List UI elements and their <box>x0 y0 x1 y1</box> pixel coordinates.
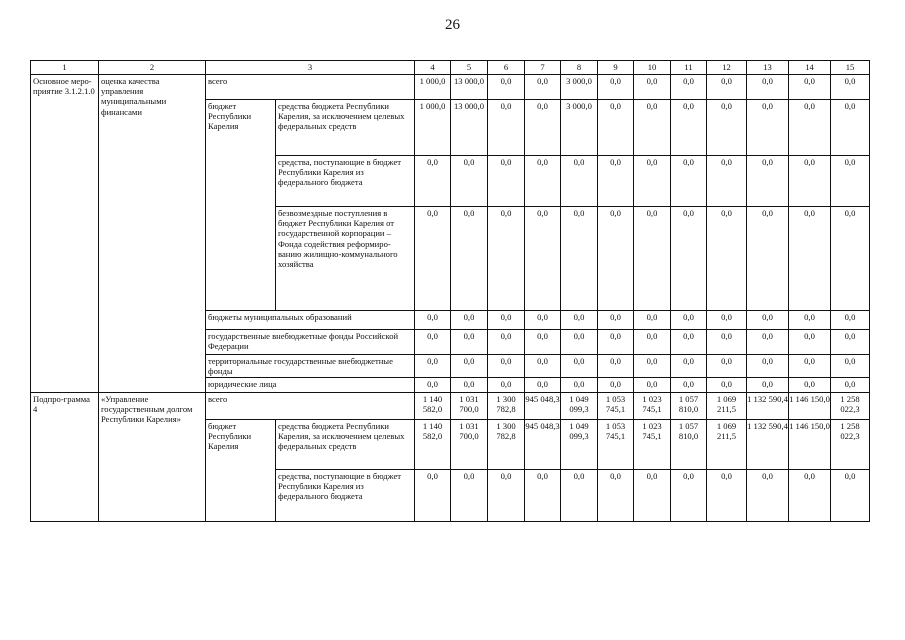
column-header: 2 <box>99 61 206 75</box>
value-cell: 1 057 810,0 <box>671 420 707 470</box>
value-cell: 1 023 745,1 <box>634 420 671 470</box>
source-group-cell: бюджет Республики Карелия <box>206 100 276 311</box>
value-cell: 0,0 <box>415 355 451 378</box>
value-cell: 1 146 150,0 <box>789 393 831 420</box>
value-cell: 3 000,0 <box>561 100 598 156</box>
value-cell: 0,0 <box>707 330 747 355</box>
value-cell: 0,0 <box>831 311 870 330</box>
value-cell: 0,0 <box>561 378 598 393</box>
value-cell: 0,0 <box>598 311 634 330</box>
value-cell: 0,0 <box>747 378 789 393</box>
value-cell: 0,0 <box>671 378 707 393</box>
program-name-cell: Подпро-грамма 4 <box>31 393 99 522</box>
value-cell: 3 000,0 <box>561 75 598 100</box>
value-cell: 0,0 <box>598 207 634 311</box>
value-cell: 1 031 700,0 <box>451 393 488 420</box>
value-cell: 0,0 <box>598 470 634 522</box>
value-cell: 0,0 <box>671 100 707 156</box>
value-cell: 0,0 <box>671 311 707 330</box>
value-cell: 0,0 <box>747 207 789 311</box>
value-cell: 0,0 <box>488 355 525 378</box>
value-cell: 0,0 <box>451 330 488 355</box>
value-cell: 0,0 <box>831 330 870 355</box>
value-cell: 1 000,0 <box>415 100 451 156</box>
table-row <box>31 393 870 420</box>
value-cell: 1 140 582,0 <box>415 393 451 420</box>
value-cell: 0,0 <box>634 100 671 156</box>
value-cell: 0,0 <box>598 75 634 100</box>
value-cell: 0,0 <box>634 75 671 100</box>
column-header: 15 <box>831 61 870 75</box>
value-cell: 0,0 <box>415 207 451 311</box>
column-header: 1 <box>31 61 99 75</box>
value-cell: 0,0 <box>707 311 747 330</box>
value-cell: 0,0 <box>561 330 598 355</box>
value-cell: 0,0 <box>598 330 634 355</box>
value-cell: 13 000,0 <box>451 75 488 100</box>
value-cell: 0,0 <box>525 207 561 311</box>
budget-table <box>30 60 870 522</box>
value-cell: 0,0 <box>671 207 707 311</box>
value-cell: 0,0 <box>707 355 747 378</box>
value-cell: 0,0 <box>831 378 870 393</box>
value-cell: 0,0 <box>598 355 634 378</box>
column-header: 11 <box>671 61 707 75</box>
value-cell: 1 023 745,1 <box>634 393 671 420</box>
value-cell: 1 300 782,8 <box>488 393 525 420</box>
value-cell: 0,0 <box>831 355 870 378</box>
column-header: 13 <box>747 61 789 75</box>
value-cell: 1 132 590,4 <box>747 393 789 420</box>
value-cell: 0,0 <box>747 156 789 207</box>
value-cell: 0,0 <box>415 330 451 355</box>
value-cell: 0,0 <box>634 156 671 207</box>
value-cell: 0,0 <box>747 355 789 378</box>
source-label-cell: государственные внебюджетные фонды Российской Федерации <box>206 330 415 355</box>
source-label-cell: бюджеты муниципальных образований <box>206 311 415 330</box>
value-cell: 945 048,3 <box>525 393 561 420</box>
value-cell: 1 140 582,0 <box>415 420 451 470</box>
value-cell: 0,0 <box>488 470 525 522</box>
value-cell: 0,0 <box>789 207 831 311</box>
column-header: 6 <box>488 61 525 75</box>
value-cell: 0,0 <box>671 156 707 207</box>
value-cell: 0,0 <box>789 355 831 378</box>
value-cell: 1 069 211,5 <box>707 420 747 470</box>
value-cell: 0,0 <box>451 355 488 378</box>
column-header: 8 <box>561 61 598 75</box>
value-cell: 0,0 <box>831 207 870 311</box>
value-cell: 0,0 <box>747 470 789 522</box>
source-label-cell: средства бюджета Республики Карелия, за исключением целевых федеральных средств <box>276 100 415 156</box>
value-cell: 0,0 <box>561 355 598 378</box>
value-cell: 0,0 <box>415 470 451 522</box>
header-row <box>31 61 870 75</box>
value-cell: 0,0 <box>831 156 870 207</box>
value-cell: 0,0 <box>707 378 747 393</box>
value-cell: 1 000,0 <box>415 75 451 100</box>
value-cell: 0,0 <box>451 470 488 522</box>
program-description-cell: «Управление государственным долгом Республики Карелия» <box>99 393 206 522</box>
value-cell: 0,0 <box>525 156 561 207</box>
column-header: 7 <box>525 61 561 75</box>
value-cell: 1 057 810,0 <box>671 393 707 420</box>
source-label-cell: средства, поступающие в бюджет Республики Карелия из федерального бюджета <box>276 470 415 522</box>
value-cell: 1 258 022,3 <box>831 420 870 470</box>
value-cell: 0,0 <box>561 470 598 522</box>
value-cell: 0,0 <box>789 75 831 100</box>
value-cell: 0,0 <box>707 207 747 311</box>
value-cell: 0,0 <box>525 378 561 393</box>
value-cell: 1 300 782,8 <box>488 420 525 470</box>
value-cell: 0,0 <box>671 330 707 355</box>
value-cell: 0,0 <box>488 311 525 330</box>
value-cell: 1 049 099,3 <box>561 393 598 420</box>
value-cell: 0,0 <box>488 330 525 355</box>
column-header: 12 <box>707 61 747 75</box>
value-cell: 0,0 <box>671 355 707 378</box>
column-header: 9 <box>598 61 634 75</box>
value-cell: 0,0 <box>525 470 561 522</box>
value-cell: 0,0 <box>451 311 488 330</box>
measure-name-cell: Основное меро-приятие 3.1.2.1.0 <box>31 75 99 393</box>
value-cell: 0,0 <box>598 378 634 393</box>
source-label-cell: юридические лица <box>206 378 415 393</box>
value-cell: 1 258 022,3 <box>831 393 870 420</box>
value-cell: 0,0 <box>488 207 525 311</box>
source-label-cell: территориальные государственные внебюджетные фонды <box>206 355 415 378</box>
value-cell: 1 031 700,0 <box>451 420 488 470</box>
value-cell: 0,0 <box>634 330 671 355</box>
value-cell: 0,0 <box>707 470 747 522</box>
value-cell: 0,0 <box>789 311 831 330</box>
value-cell: 0,0 <box>707 100 747 156</box>
value-cell: 0,0 <box>525 355 561 378</box>
value-cell: 0,0 <box>415 311 451 330</box>
value-cell: 0,0 <box>451 378 488 393</box>
source-label-cell: средства, поступающие в бюджет Республики Карелия из федерального бюджета <box>276 156 415 207</box>
value-cell: 0,0 <box>451 156 488 207</box>
value-cell: 1 132 590,4 <box>747 420 789 470</box>
value-cell: 0,0 <box>598 156 634 207</box>
value-cell: 0,0 <box>634 207 671 311</box>
value-cell: 1 053 745,1 <box>598 420 634 470</box>
value-cell: 0,0 <box>561 311 598 330</box>
value-cell: 0,0 <box>789 378 831 393</box>
value-cell: 0,0 <box>831 75 870 100</box>
value-cell: 0,0 <box>634 470 671 522</box>
value-cell: 0,0 <box>488 378 525 393</box>
column-header: 4 <box>415 61 451 75</box>
value-cell: 1 053 745,1 <box>598 393 634 420</box>
value-cell: 0,0 <box>488 75 525 100</box>
value-cell: 0,0 <box>525 100 561 156</box>
value-cell: 0,0 <box>707 156 747 207</box>
source-label-cell: всего <box>206 75 415 100</box>
value-cell: 0,0 <box>598 100 634 156</box>
column-header: 3 <box>206 61 415 75</box>
value-cell: 0,0 <box>707 75 747 100</box>
value-cell: 945 048,3 <box>525 420 561 470</box>
value-cell: 1 146 150,0 <box>789 420 831 470</box>
source-label-cell: всего <box>206 393 415 420</box>
column-header: 5 <box>451 61 488 75</box>
value-cell: 13 000,0 <box>451 100 488 156</box>
value-cell: 0,0 <box>634 378 671 393</box>
value-cell: 0,0 <box>561 207 598 311</box>
value-cell: 0,0 <box>831 100 870 156</box>
value-cell: 0,0 <box>634 311 671 330</box>
value-cell: 0,0 <box>671 75 707 100</box>
page-number: 26 <box>445 17 460 33</box>
value-cell: 0,0 <box>671 470 707 522</box>
value-cell: 0,0 <box>831 470 870 522</box>
value-cell: 0,0 <box>525 311 561 330</box>
source-label-cell: средства бюджета Республики Карелия, за исключением целевых федеральных средств <box>276 420 415 470</box>
value-cell: 0,0 <box>789 100 831 156</box>
value-cell: 0,0 <box>789 156 831 207</box>
value-cell: 0,0 <box>415 156 451 207</box>
column-header: 10 <box>634 61 671 75</box>
measure-description-cell: оценка качества управления муниципальными финансами <box>99 75 206 393</box>
table-row <box>31 75 870 100</box>
column-header: 14 <box>789 61 831 75</box>
source-group-cell: бюджет Республики Карелия <box>206 420 276 522</box>
value-cell: 0,0 <box>747 75 789 100</box>
value-cell: 0,0 <box>488 156 525 207</box>
value-cell: 0,0 <box>525 75 561 100</box>
value-cell: 0,0 <box>525 330 561 355</box>
value-cell: 0,0 <box>747 311 789 330</box>
value-cell: 0,0 <box>634 355 671 378</box>
value-cell: 0,0 <box>747 330 789 355</box>
value-cell: 0,0 <box>488 100 525 156</box>
value-cell: 0,0 <box>415 378 451 393</box>
value-cell: 0,0 <box>561 156 598 207</box>
value-cell: 0,0 <box>789 470 831 522</box>
value-cell: 0,0 <box>747 100 789 156</box>
value-cell: 0,0 <box>451 207 488 311</box>
source-label-cell: безвозмездные поступления в бюджет Республики Карелия от государственной корпорации – Фонда содействия реформиро-ванию жилищно-коммунального хозяйства <box>276 207 415 311</box>
value-cell: 1 049 099,3 <box>561 420 598 470</box>
value-cell: 0,0 <box>789 330 831 355</box>
value-cell: 1 069 211,5 <box>707 393 747 420</box>
